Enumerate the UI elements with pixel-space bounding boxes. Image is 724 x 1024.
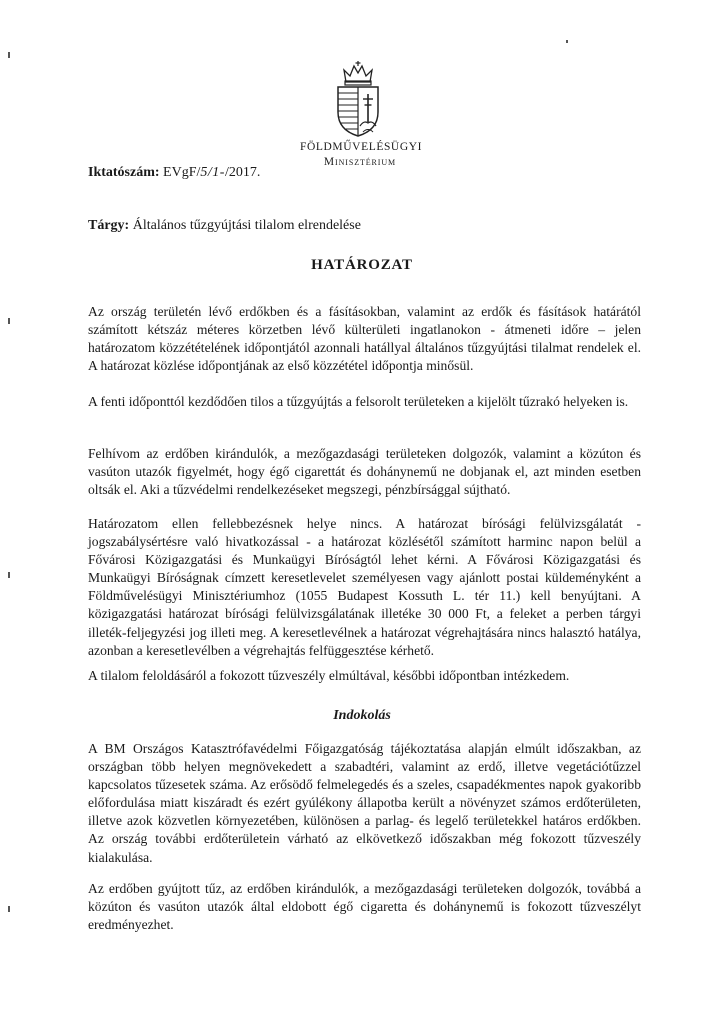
document-title: HATÁROZAT [311,257,413,273]
reasoning-title: Indokolás [333,708,391,723]
scan-mark [8,572,10,578]
paragraph-1: Az ország területén lévő erdőkben és a fásításokban, valamint az erdők és fásítások határától számított kétszáz méteres körzetben lévő külterületi ingatlanokon - átmeneti időre – jelen határozatom közzétételének időpontjától azonnali hatállyal általános tűzgyújtási tilalmat rendelek el. A határozat közlése időpontjának az első közzététel időpontja minősül. [88,304,641,374]
scan-mark [566,40,568,43]
reference-number-prefix: EVgF/ [163,165,201,180]
scan-mark [8,318,10,324]
paragraph-4: Határozatom ellen fellebbezésnek helye nincs. A határozat bírósági felülvizsgálatát - jogszabálysértésre való hivatkozással - a határozat közlésétől számított harminc napon belül a Fővárosi Közigazgatási és Munkaügyi Bíróságtól lehet kérni. A Fővárosi Közigazgatási és Munkaügyi Bíróságnak címzett keresetlevelet személyesen vagy ajánlott postai küldeményként a Földművelésügyi Minisztériumhoz (1055 Budapest Kossuth L. tér 11.) kell benyújtani. A közigazgatási határozat bírósági felülvizsgálatának illetéke 30 000 Ft, a feleket a perben tárgyi illeték-feljegyzési jog illeti meg. A keresetlevélnek a határozat végrehajtására nincs halasztó hatálya, azonban a keresetlevélben a végrehajtás felfüggesztése kérhető. [88,516,641,658]
subject-line [88,218,361,234]
scan-mark [8,906,10,912]
hungarian-coat-of-arms-icon [330,60,386,138]
subject-label: Tárgy: [88,218,130,233]
reference-number [88,165,260,181]
reasoning-paragraph-1: A BM Országos Katasztrófavédelmi Főigazgatóság tájékoztatása alapján elmúlt időszakban, az országban több helyen megnövekedett a szabadtéri, valamint az erdő, illetve vegetációtűzzel kapcsolatos tűzesetek száma. Az erősödő felmelegedés és a szeles, csapadékmentes napok gyakoribb előfordulása miatt kiszáradt és ezért gyúlékony állapotba került a növényzet számos erdőterületen, illetve azok közvetlen környezetében, különösen a parlag- és legelő területekkel határos erdőkben. Az ország további erdőterületein várható az elkövetkező időszakban még fokozott tűzveszély kialakulása. [88,741,641,865]
paragraph-2: A fenti időponttól kezdődően tilos a tűzgyújtás a felsorolt területeken a kijelölt tűzrakó helyeken is. [88,394,629,409]
ministry-line-1: FÖLDMŰVELÉSÜGYI [300,141,423,153]
ministry-line-2: Minisztérium [323,156,397,168]
reasoning-paragraph-2: Az erdőben gyújtott tűz, az erdőben kirándulók, a mezőgazdasági területeken dolgozók, továbbá a közúton és vasúton utazók által eldobott égő cigaretta és dohánynemű is fokozott tűzveszélyt eredményezhet. [88,881,641,933]
scan-mark [8,52,10,58]
paragraph-5: A tilalom feloldásáról a fokozott tűzveszély elmúltával, későbbi időpontban intézkedem. [88,668,570,683]
reference-number-label: Iktatószám: [88,165,160,180]
ministry-name [300,140,423,170]
paragraph-3: Felhívom az erdőben kirándulók, a mezőgazdasági területeken dolgozók, valamint a közúton és vasúton utazók figyelmét, hogy égő cigarettát és dohánynemű ne dobjanak el, azt minden esetben oltsák el. Aki a tűzvédelmi rendelkezéseket megszegi, pénzbírsággal sújtható. [88,446,641,498]
reference-number-handwritten: 5/1- [200,165,225,180]
subject-text: Általános tűzgyújtási tilalom elrendelése [132,218,361,233]
reference-number-suffix: /2017. [224,165,261,180]
